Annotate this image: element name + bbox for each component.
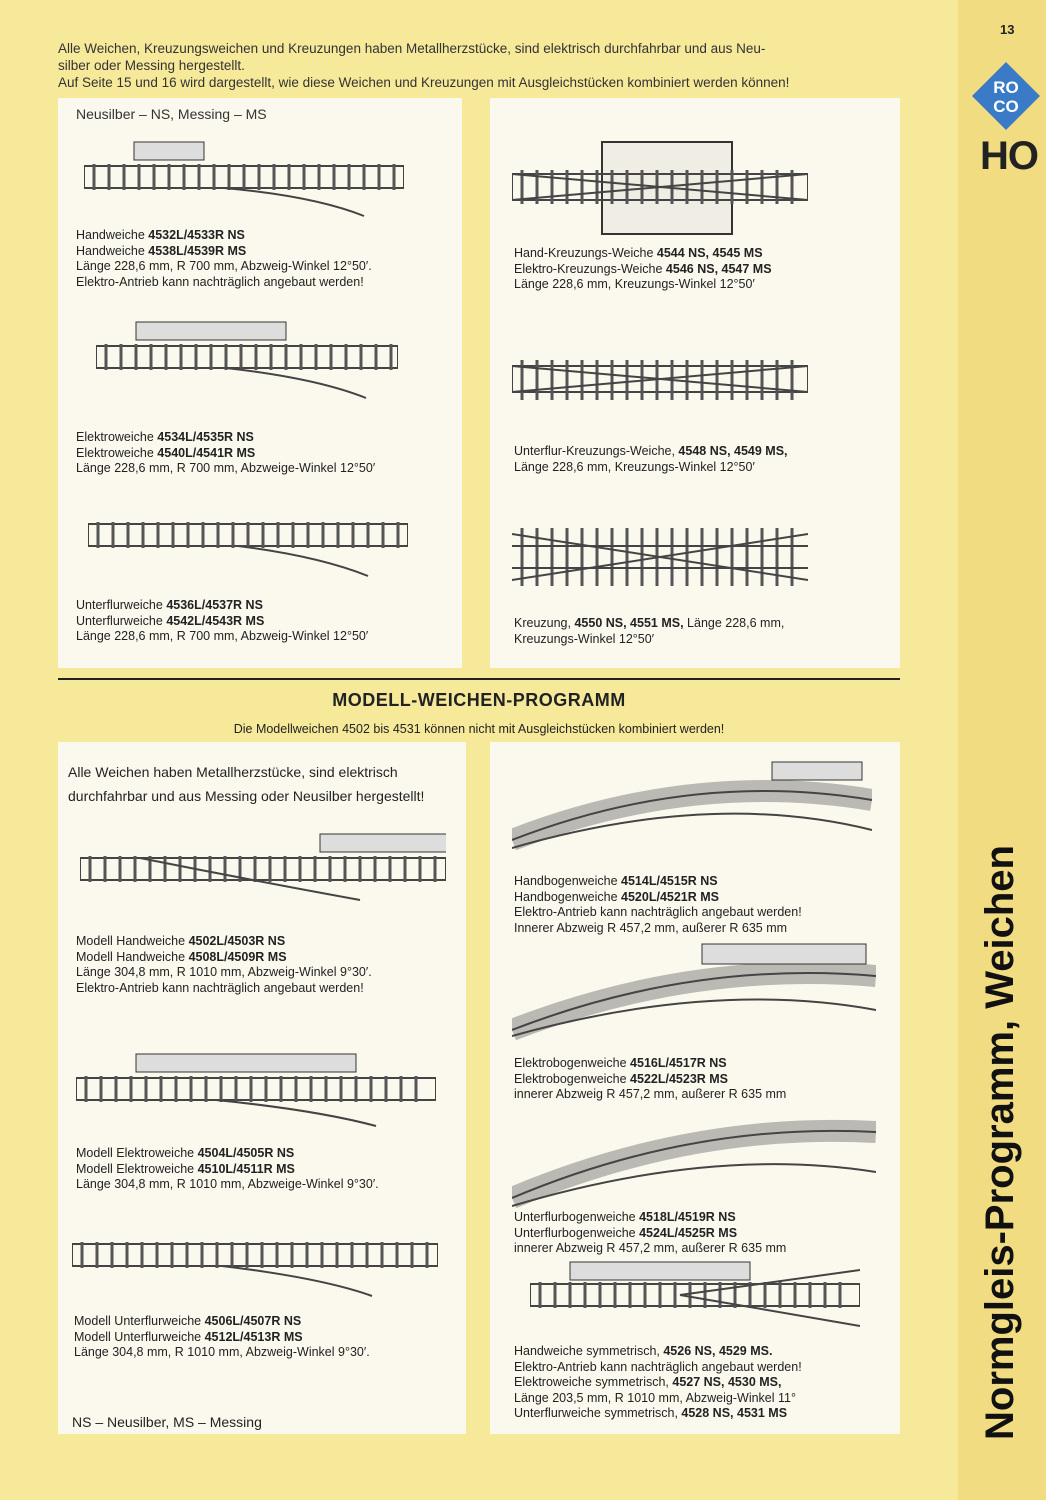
item-description (514, 1056, 786, 1103)
intro-text (58, 40, 918, 91)
legend-top: Neusilber – NS, Messing – MS (76, 106, 267, 122)
item-line: Elektro-Kreuzungs-Weiche 4546 NS, 4547 MS (514, 261, 772, 276)
logo-line1: RO (993, 78, 1019, 97)
item-line: Unterflurweiche 4536L/4537R NS (76, 598, 263, 612)
item-description (514, 246, 772, 293)
item-line: Modell Unterflurweiche 4506L/4507R NS (74, 1314, 302, 1328)
item-description (76, 1146, 379, 1193)
model-turnout-image (80, 830, 446, 910)
model-turnout-image (76, 1050, 436, 1130)
note-line: durchfahrbar und aus Messing oder Neusilber hergestellt! (68, 788, 425, 804)
section-heading: MODELL-WEICHEN-PROGRAMM (332, 690, 626, 710)
item-line: Länge 203,5 mm, R 1010 mm, Abzweig-Winkel 11° (514, 1390, 796, 1405)
item-line: Modell Handweiche 4502L/4503R NS (76, 934, 286, 948)
item-description (76, 228, 372, 290)
item-line: Länge 228,6 mm, Kreuzungs-Winkel 12°50′ (514, 459, 755, 474)
item-line: Elektro-Antrieb kann nachträglich angebaut werden! (76, 274, 364, 289)
item-line: Elektroweiche 4540L/4541R MS (76, 445, 256, 460)
item-description (514, 1344, 802, 1422)
item-line: Unterflurbogenweiche 4518L/4519R NS (514, 1210, 736, 1224)
item-line: Länge 304,8 mm, R 1010 mm, Abzweige-Winkel 9°30′. (76, 1177, 379, 1191)
item-line: Unterflurbogenweiche 4524L/4525R MS (514, 1225, 738, 1240)
item-description (76, 598, 368, 645)
item-line: Elektrobogenweiche 4516L/4517R NS (514, 1056, 727, 1070)
item-line: Modell Handweiche 4508L/4509R MS (76, 949, 287, 964)
model-turnout-image (72, 1228, 438, 1300)
item-description (514, 1210, 786, 1257)
curved-turnout-image (512, 760, 872, 860)
item-line: Handbogenweiche 4514L/4515R NS (514, 874, 718, 888)
item-description (74, 1314, 370, 1361)
item-line: Modell Unterflurweiche 4512L/4513R MS (74, 1329, 303, 1344)
item-line: innerer Abzweig R 457,2 mm, außerer R 635 mm (514, 1087, 787, 1101)
item-line: Elektroweiche symmetrisch, 4527 NS, 4530 MS, (514, 1375, 782, 1389)
vertical-title: Normgleis-Programm, Weichen (978, 845, 1022, 1440)
item-line: Kreuzungs-Winkel 12°50′ (514, 631, 655, 646)
modell-note (68, 760, 468, 808)
item-line: Elektrobogenweiche 4522L/4523R MS (514, 1071, 729, 1086)
crossing-image (512, 524, 808, 590)
item-description (514, 444, 788, 475)
page-number: 13 (1000, 22, 1015, 37)
item-line: Länge 304,8 mm, R 1010 mm, Abzweig-Winkel 9°30′. (74, 1345, 370, 1359)
intro-line: Auf Seite 15 und 16 wird dargestellt, wie diese Weichen und Kreuzungen mit Ausgleichstücken kombiniert werden können! (58, 75, 790, 90)
item-line: Länge 228,6 mm, R 700 mm, Abzweig-Winkel 12°50′. (76, 259, 372, 273)
item-line: Handweiche 4538L/4539R MS (76, 243, 247, 258)
curved-turnout-image (512, 1112, 876, 1212)
item-line: Innerer Abzweig R 457,2 mm, außerer R 635 mm (514, 920, 788, 935)
item-line: Länge 228,6 mm, R 700 mm, Abzweige-Winkel 12°50′ (76, 461, 376, 475)
turnout-track-image (96, 320, 398, 400)
roco-logo (970, 60, 1042, 132)
intro-line: silber oder Messing hergestellt. (58, 58, 245, 73)
item-line: Unterflur-Kreuzungs-Weiche, 4548 NS, 4549 MS, (514, 444, 788, 458)
note-line: Alle Weichen haben Metallherzstücke, sind elektrisch (68, 764, 398, 780)
item-line: Länge 228,6 mm, R 700 mm, Abzweig-Winkel 12°50′ (76, 629, 369, 643)
crossing-turnout-image (512, 346, 808, 416)
legend-bottom: NS – Neusilber, MS – Messing (72, 1414, 262, 1430)
item-line: Modell Elektroweiche 4510L/4511R MS (76, 1161, 295, 1176)
item-line: Modell Elektroweiche 4504L/4505R NS (76, 1146, 295, 1160)
item-line: Unterflurweiche 4542L/4543R MS (76, 613, 265, 628)
item-description (76, 934, 372, 996)
section-subheading: Die Modellweichen 4502 bis 4531 können nicht mit Ausgleichstücken kombiniert werden! (233, 722, 725, 736)
item-line: Elektroweiche 4534L/4535R NS (76, 430, 254, 444)
item-line: Handweiche symmetrisch, 4526 NS, 4529 MS. (514, 1344, 773, 1358)
logo-line2: CO (993, 97, 1019, 116)
item-line: Unterflurweiche symmetrisch, 4528 NS, 4531 MS (514, 1406, 788, 1420)
crossing-turnout-image (512, 138, 808, 238)
symmetric-turnout-image (530, 1260, 860, 1336)
item-line: Hand-Kreuzungs-Weiche 4544 NS, 4545 MS (514, 246, 763, 260)
scale-label: HO (980, 134, 1038, 178)
item-description (514, 874, 802, 936)
turnout-track-image (84, 138, 404, 218)
item-description (76, 430, 375, 477)
item-line: Elektro-Antrieb kann nachträglich angebaut werden! (76, 980, 364, 995)
item-description (514, 616, 784, 647)
item-line: Elektro-Antrieb kann nachträglich angebaut werden! (514, 1359, 802, 1374)
item-line: Handweiche 4532L/4533R NS (76, 228, 245, 242)
item-line: Länge 304,8 mm, R 1010 mm, Abzweig-Winkel 9°30′. (76, 965, 372, 979)
turnout-track-image (88, 510, 408, 580)
item-line: Handbogenweiche 4520L/4521R MS (514, 889, 720, 904)
section-divider (58, 678, 900, 680)
item-line: Elektro-Antrieb kann nachträglich angebaut werden! (514, 905, 802, 919)
item-line: Kreuzung, 4550 NS, 4551 MS, Länge 228,6 mm, (514, 616, 785, 630)
intro-line: Alle Weichen, Kreuzungsweichen und Kreuzungen haben Metallherzstücke, sind elektrisch durchfahrbar und aus Neu- (58, 41, 766, 56)
curved-turnout-image (512, 940, 876, 1044)
item-line: Länge 228,6 mm, Kreuzungs-Winkel 12°50′ (514, 277, 755, 291)
item-line: innerer Abzweig R 457,2 mm, außerer R 635 mm (514, 1241, 787, 1255)
